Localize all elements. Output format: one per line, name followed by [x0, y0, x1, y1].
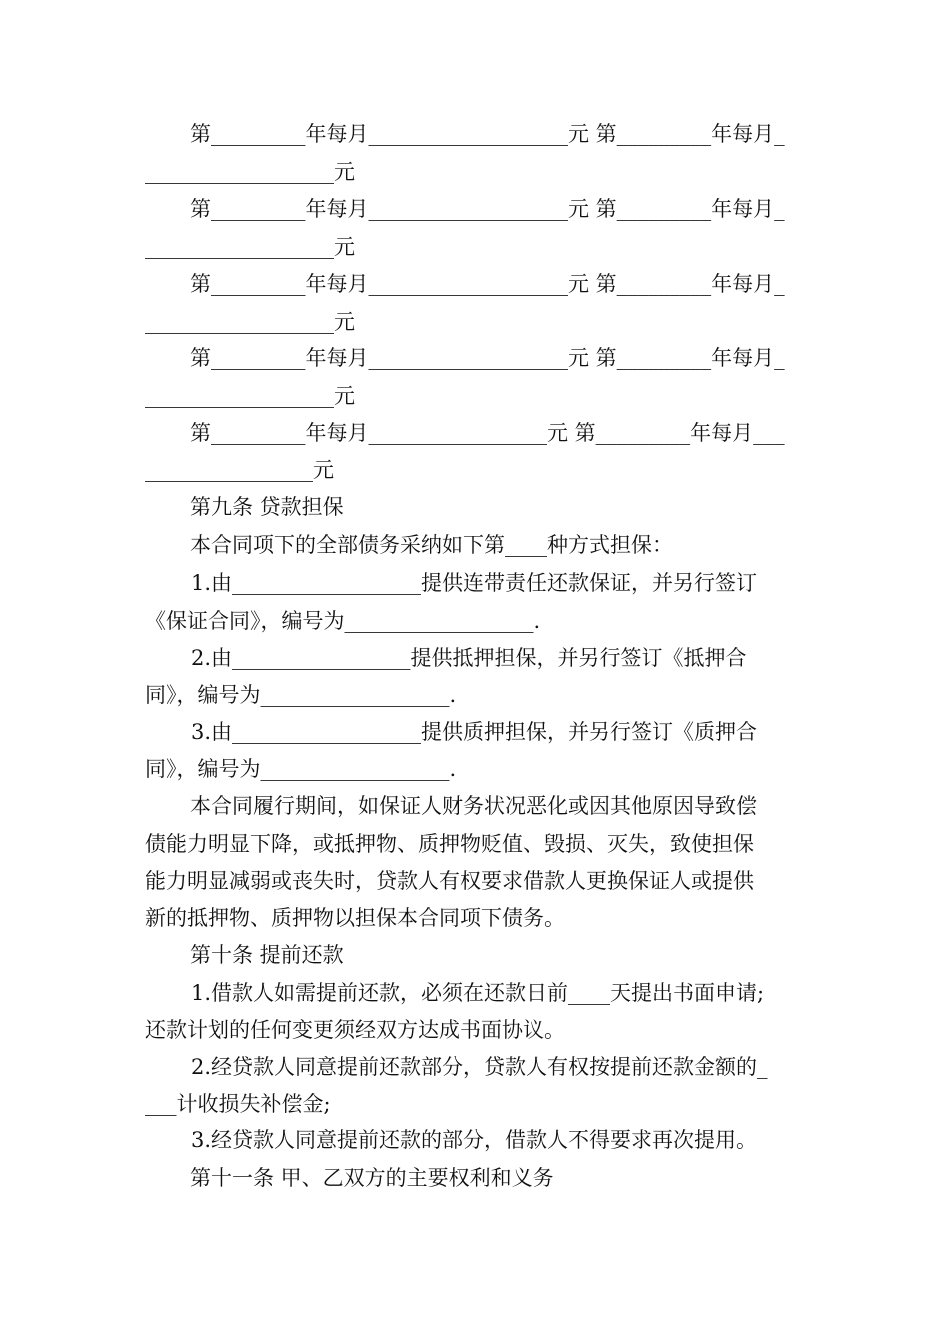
article-9-heading: 第九条 贷款担保	[190, 495, 344, 519]
payment-row-1-cont: __________________元	[145, 160, 355, 184]
prepayment-item-1: 1.借款人如需提前还款，必须在还款日前____天提出书面申请;	[191, 981, 765, 1005]
guarantee-item-2-cont: 同》，编号为__________________.	[145, 683, 457, 707]
article-10-heading: 第十条 提前还款	[190, 943, 344, 967]
guarantee-item-1: 1.由__________________提供连带责任还款保证，并另行签订	[191, 571, 758, 595]
guarantee-paragraph-line-3: 能力明显减弱或丧失时，贷款人有权要求借款人更换保证人或提供	[145, 869, 754, 893]
prepayment-item-2: 2.经贷款人同意提前还款部分，贷款人有权按提前还款金额的_	[191, 1055, 768, 1079]
prepayment-item-1-cont: 还款计划的任何变更须经双方达成书面协议。	[145, 1018, 565, 1042]
prepayment-item-2-cont: ___计收损失补偿金;	[145, 1092, 331, 1116]
guarantee-item-1-cont: 《保证合同》，编号为__________________.	[145, 609, 541, 633]
payment-row-3-cont: __________________元	[145, 310, 355, 334]
guarantee-item-3: 3.由__________________提供质押担保，并另行签订《质押合	[191, 720, 758, 744]
payment-row-4-cont: __________________元	[145, 384, 355, 408]
prepayment-item-3: 3.经贷款人同意提前还款的部分，借款人不得要求再次提用。	[191, 1128, 758, 1152]
payment-row-2: 第_________年每月___________________元 第_________年每月_	[190, 197, 785, 221]
guarantee-paragraph-line-2: 债能力明显下降，或抵押物、质押物贬值、毁损、灭失，致使担保	[145, 832, 754, 856]
payment-row-1: 第_________年每月___________________元 第_________年每月_	[190, 122, 785, 146]
payment-row-5: 第_________年每月_________________元 第_________年每月___	[190, 421, 785, 445]
payment-row-2-cont: __________________元	[145, 235, 355, 259]
payment-row-3: 第_________年每月___________________元 第_________年每月_	[190, 272, 785, 296]
payment-row-4: 第_________年每月___________________元 第_________年每月_	[190, 346, 785, 370]
guarantee-item-3-cont: 同》，编号为__________________.	[145, 757, 457, 781]
guarantee-paragraph-line-1: 本合同履行期间，如保证人财务状况恶化或因其他原因导致偿	[190, 794, 757, 818]
guarantee-paragraph-line-4: 新的抵押物、质押物以担保本合同项下债务。	[145, 906, 565, 930]
payment-row-5-cont: ________________元	[145, 458, 334, 482]
article-11-heading: 第十一条 甲、乙双方的主要权利和义务	[190, 1166, 554, 1190]
guarantee-item-2: 2.由_________________提供抵押担保，并另行签订《抵押合	[191, 646, 747, 670]
guarantee-intro: 本合同项下的全部债务采纳如下第____种方式担保：	[190, 533, 673, 557]
